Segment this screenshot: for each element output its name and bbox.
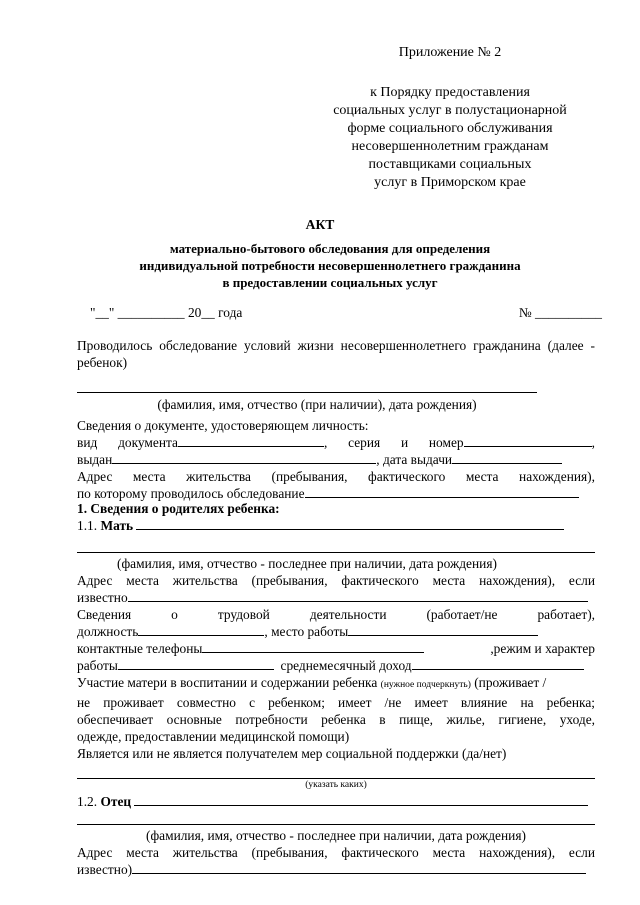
appendix-line: к Порядку предоставления (370, 85, 530, 100)
date-field[interactable]: "__" __________ 20__ года (90, 305, 243, 320)
comma: , (591, 435, 595, 450)
father-name-field[interactable] (134, 794, 588, 806)
address-line: Адрес места жительства (пребывания, фактического места нахождения), (77, 469, 595, 484)
label-seriya: серия (348, 435, 381, 450)
mother-name-caption: (фамилия, имя, отчество - последнее при наличии, дата рождения) (117, 556, 497, 571)
appendix-line: услуг в Приморском крае (374, 175, 526, 190)
father-name-caption: (фамилия, имя, отчество - последнее при наличии, дата рождения) (146, 828, 526, 843)
mother-address-field[interactable] (128, 590, 588, 602)
date-number-row (90, 304, 602, 321)
mother-contacts-row (77, 640, 595, 657)
mother-work-line: Сведения о трудовой деятельности (работает/не работает), (77, 607, 595, 622)
contacts-group (77, 640, 424, 657)
label-kontakt: контактные телефоны (77, 641, 203, 656)
participation-line: одежде, предоставлении медицинской помощи) (77, 729, 350, 744)
mother-name-line[interactable] (77, 552, 595, 553)
issue-date-field[interactable] (452, 452, 562, 464)
label-dokumenta-group (118, 434, 327, 451)
mother-schedule-field[interactable] (118, 658, 274, 670)
appendix-line: поставщиками социальных (368, 157, 532, 172)
label-dolzhnost: должность (77, 624, 139, 639)
label-i: и (400, 435, 409, 450)
mother-label: Мать (100, 518, 134, 533)
parents-section (77, 500, 595, 878)
act-title: АКТ (305, 217, 335, 232)
document-type-field[interactable] (178, 435, 324, 447)
mother-position-field[interactable] (138, 624, 264, 636)
mother-participation-line (77, 674, 595, 694)
parents-heading: 1. Сведения о родителях ребенка: (77, 501, 280, 516)
document-type-row (77, 434, 595, 451)
mother-number: 1.1. (77, 518, 98, 533)
label-mesto-raboty: , место работы (264, 624, 349, 639)
intro-section (77, 337, 595, 413)
document-heading: Сведения о документе, удостоверяющем личность: (77, 418, 369, 433)
participation-line: не проживает совместно с ребенком; имеет /не имеет влияние на ребенка; (77, 695, 595, 710)
label-izvestno: известно (77, 590, 128, 605)
participation-line: обеспечивает основные потребности ребенка в пище, жилье, гигиене, уходе, (77, 712, 595, 727)
child-name-field[interactable] (77, 381, 537, 393)
label-nomer: номер (428, 435, 464, 450)
mother-workplace-field[interactable] (348, 624, 538, 636)
support-caption: (указать каких) (305, 780, 367, 790)
father-label: Отец (100, 794, 132, 809)
act-subtitle (60, 240, 600, 291)
mother-income-field[interactable] (412, 658, 584, 670)
survey-address-field[interactable] (305, 486, 579, 498)
document-number-field[interactable] (464, 435, 592, 447)
act-subtitle-line: в предоставлении социальных услуг (222, 275, 438, 290)
issued-row (77, 451, 595, 468)
mother-position-row (77, 623, 595, 640)
mother-name-field[interactable] (136, 518, 564, 530)
label-dohod: среднемесячный доход (280, 658, 412, 673)
appendix-line: форме социального обслуживания (347, 121, 553, 136)
father-address-field[interactable] (132, 862, 586, 874)
label-raboty: работы (77, 658, 118, 673)
label-izvestno: известно) (77, 862, 133, 877)
intro-line: ребенок) (77, 355, 128, 370)
label-issue-date: , дата выдачи (376, 452, 453, 467)
support-line: Является или не является получателем мер социальной поддержки (да/нет) (77, 746, 507, 761)
appendix-header (300, 44, 600, 192)
participation-note: (нужное подчеркнуть) (380, 680, 471, 690)
appendix-title: Приложение № 2 (398, 45, 502, 60)
act-subtitle-line: материально-бытового обследования для определения (169, 241, 491, 256)
appendix-line: социальных услуг в полустационарной (333, 103, 567, 118)
father-address-line: Адрес места жительства (пребывания, фактического места нахождения), если (77, 845, 595, 860)
father-row (77, 793, 595, 810)
mother-known-row (77, 589, 595, 606)
father-name-line[interactable] (77, 824, 595, 825)
issued-by-field[interactable] (112, 452, 376, 464)
label-vid: вид (77, 435, 98, 450)
mother-address-line: Адрес места жительства (пребывания, фактического места нахождения), если (77, 573, 595, 588)
mother-income-row (77, 657, 595, 674)
label-rezhim: ,режим и характер (490, 641, 595, 656)
survey-address-label: по которому проводилось обследование (77, 486, 305, 501)
act-subtitle-line: индивидуальной потребности несовершеннолетнего гражданина (139, 258, 521, 273)
identity-document-section (77, 417, 595, 502)
appendix-line: несовершеннолетним гражданам (351, 139, 549, 154)
child-name-caption: (фамилия, имя, отчество (при наличии), дата рождения) (157, 397, 477, 412)
father-number: 1.2. (77, 794, 98, 809)
label-dokumenta: документа (118, 435, 178, 450)
label-nomer-group (429, 434, 595, 451)
participation-text: Участие матери в воспитании и содержании ребенка (77, 675, 381, 690)
participation-text: (проживает / (470, 675, 547, 690)
mother-row (77, 517, 595, 534)
intro-line: Проводилось обследование условий жизни несовершеннолетнего гражданина (далее - (77, 338, 595, 353)
label-vydan: выдан (77, 452, 113, 467)
mother-phone-field[interactable] (202, 641, 424, 653)
act-number-field[interactable]: № __________ (518, 305, 602, 320)
father-known-row (77, 861, 595, 878)
comma: , (323, 435, 328, 450)
